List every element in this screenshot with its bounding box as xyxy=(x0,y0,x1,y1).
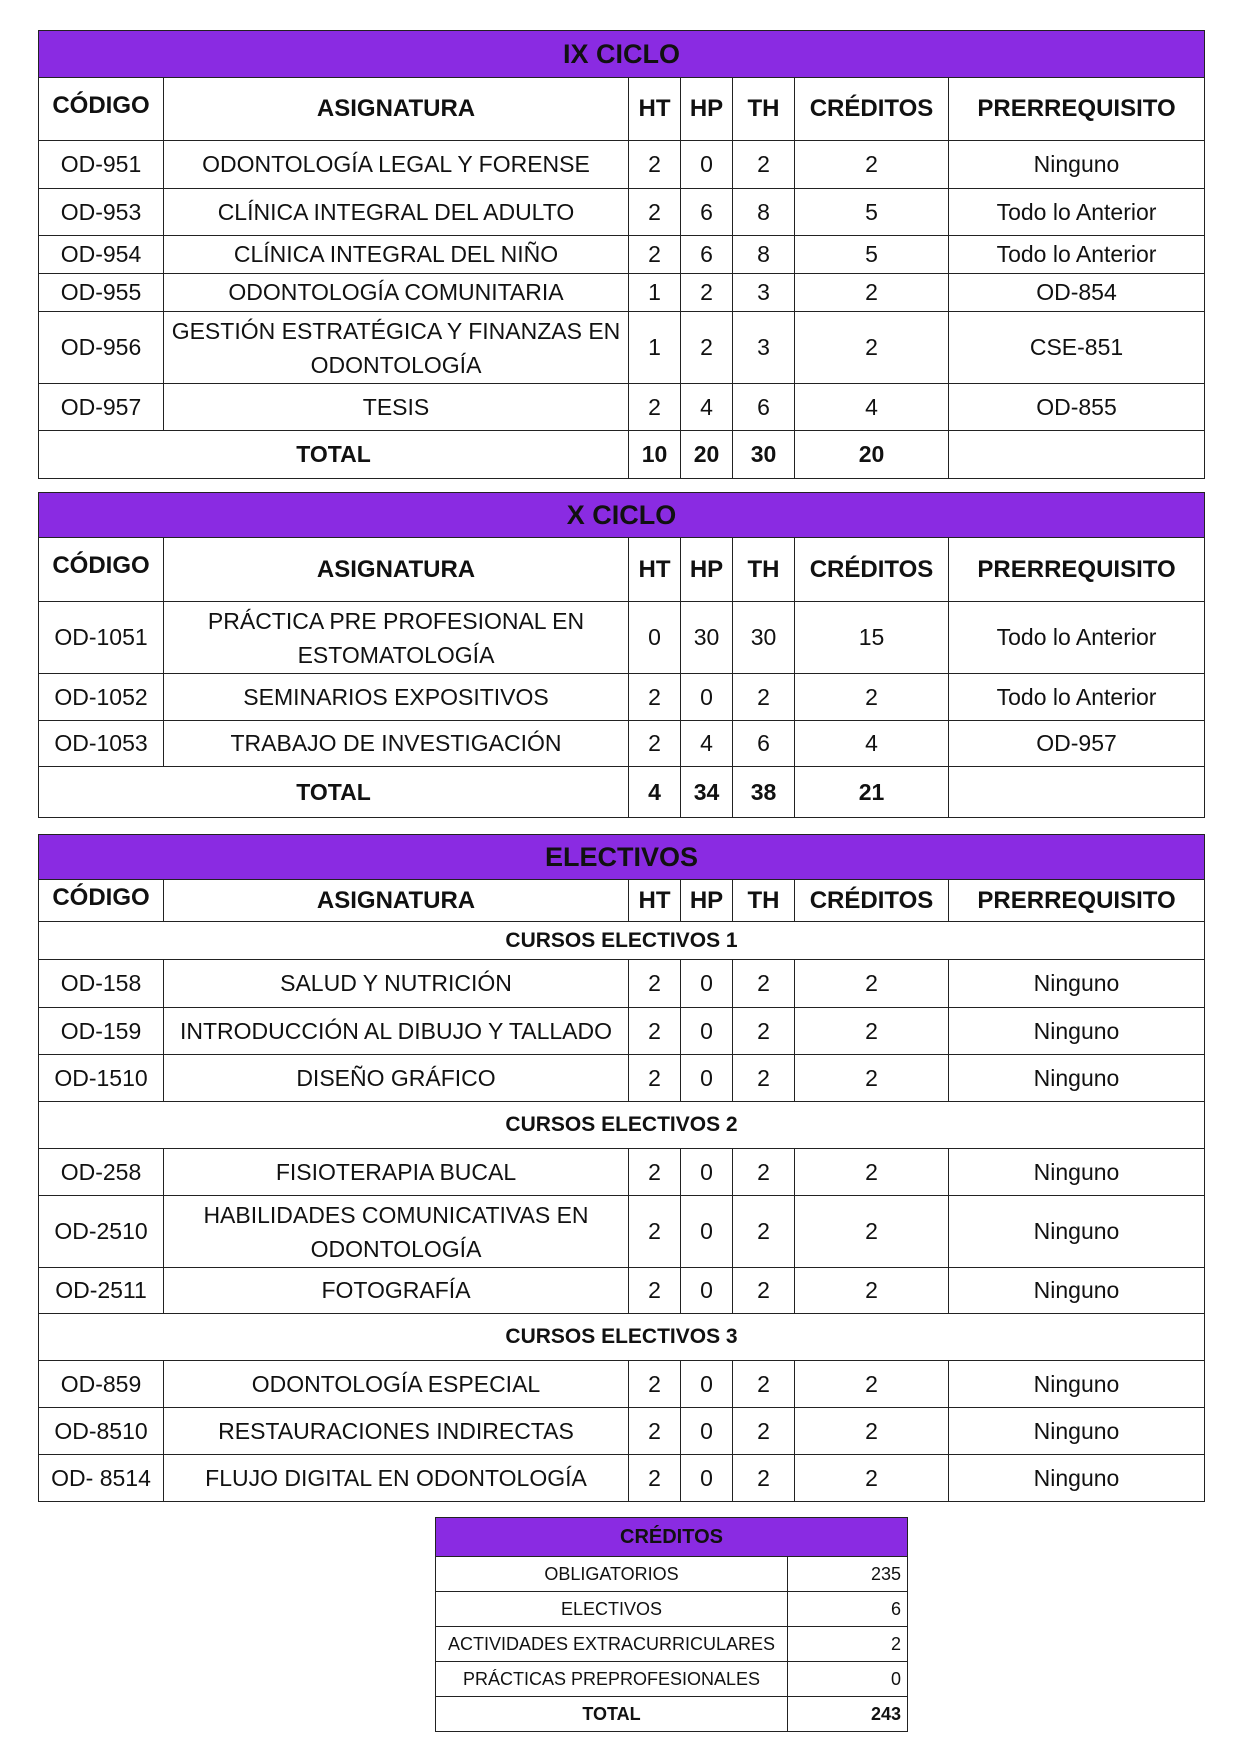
cell-th: 2 xyxy=(733,1408,795,1455)
summary-label: ACTIVIDADES EXTRACURRICULARES xyxy=(436,1627,788,1662)
x-ciclo-title: X CICLO xyxy=(39,493,1205,538)
cell-ht: 2 xyxy=(629,1268,681,1314)
summary-label: OBLIGATORIOS xyxy=(436,1557,788,1592)
cell-th: 8 xyxy=(733,189,795,236)
cell-creditos: 2 xyxy=(795,1361,949,1408)
cell-hp: 0 xyxy=(681,1008,733,1055)
cell-ht: 2 xyxy=(629,141,681,189)
cell-hp: 0 xyxy=(681,960,733,1008)
cell-prerrequisito: OD-855 xyxy=(949,384,1205,431)
summary-value: 2 xyxy=(788,1627,908,1662)
cell-hp: 6 xyxy=(681,236,733,274)
total-hp: 34 xyxy=(681,767,733,818)
electivos-title: ELECTIVOS xyxy=(39,835,1205,880)
cell-creditos: 5 xyxy=(795,236,949,274)
col-hp: HP xyxy=(681,538,733,602)
group-label: CURSOS ELECTIVOS 2 xyxy=(39,1102,1205,1149)
cell-ht: 2 xyxy=(629,384,681,431)
cell-asignatura: DISEÑO GRÁFICO xyxy=(164,1055,629,1102)
col-creditos: CRÉDITOS xyxy=(795,880,949,922)
cell-prerrequisito: OD-854 xyxy=(949,274,1205,312)
cell-codigo: OD- 8514 xyxy=(39,1455,164,1502)
cell-asignatura: CLÍNICA INTEGRAL DEL ADULTO xyxy=(164,189,629,236)
total-th: 38 xyxy=(733,767,795,818)
cell-codigo: OD-1510 xyxy=(39,1055,164,1102)
cell-hp: 6 xyxy=(681,189,733,236)
cell-creditos: 2 xyxy=(795,1055,949,1102)
cell-codigo: OD-258 xyxy=(39,1149,164,1196)
table-row xyxy=(39,236,1205,274)
cell-th: 6 xyxy=(733,721,795,767)
col-codigo: CÓDIGO xyxy=(39,880,164,922)
x-header-row xyxy=(39,538,1205,602)
cell-creditos: 2 xyxy=(795,1408,949,1455)
cell-th: 2 xyxy=(733,1149,795,1196)
total-row xyxy=(39,767,1205,818)
cell-hp: 0 xyxy=(681,1196,733,1268)
cell-prerrequisito: Ninguno xyxy=(949,1055,1205,1102)
col-codigo: CÓDIGO xyxy=(39,78,164,141)
table-row xyxy=(39,1149,1205,1196)
cell-hp: 0 xyxy=(681,1055,733,1102)
cell-th: 2 xyxy=(733,1196,795,1268)
cell-th: 2 xyxy=(733,1055,795,1102)
cell-asignatura: PRÁCTICA PRE PROFESIONAL EN ESTOMATOLOGÍA xyxy=(164,602,629,674)
col-codigo: CÓDIGO xyxy=(39,538,164,602)
cell-asignatura: ODONTOLOGÍA ESPECIAL xyxy=(164,1361,629,1408)
cell-th: 2 xyxy=(733,960,795,1008)
ix-ciclo-title: IX CICLO xyxy=(39,31,1205,78)
cell-hp: 4 xyxy=(681,384,733,431)
cell-hp: 0 xyxy=(681,141,733,189)
cell-th: 2 xyxy=(733,1455,795,1502)
cell-creditos: 2 xyxy=(795,1455,949,1502)
table-row xyxy=(39,1055,1205,1102)
cell-hp: 0 xyxy=(681,1268,733,1314)
total-label: TOTAL xyxy=(39,767,629,818)
cell-ht: 1 xyxy=(629,312,681,384)
cell-ht: 2 xyxy=(629,1008,681,1055)
table-row xyxy=(39,141,1205,189)
cell-codigo: OD-1052 xyxy=(39,674,164,721)
table-row xyxy=(39,274,1205,312)
summary-label: PRÁCTICAS PREPROFESIONALES xyxy=(436,1662,788,1697)
ix-ciclo-table xyxy=(38,30,1205,479)
col-ht: HT xyxy=(629,880,681,922)
cell-ht: 0 xyxy=(629,602,681,674)
cell-hp: 2 xyxy=(681,274,733,312)
total-label: TOTAL xyxy=(39,431,629,479)
col-prerrequisito: PRERREQUISITO xyxy=(949,78,1205,141)
cell-creditos: 2 xyxy=(795,674,949,721)
cell-creditos: 2 xyxy=(795,312,949,384)
cell-creditos: 2 xyxy=(795,1196,949,1268)
cell-asignatura: HABILIDADES COMUNICATIVAS EN ODONTOLOGÍA xyxy=(164,1196,629,1268)
cell-creditos: 2 xyxy=(795,274,949,312)
cell-codigo: OD-955 xyxy=(39,274,164,312)
cell-asignatura: TESIS xyxy=(164,384,629,431)
cell-asignatura: SALUD Y NUTRICIÓN xyxy=(164,960,629,1008)
cell-prerrequisito: Ninguno xyxy=(949,1361,1205,1408)
summary-label: ELECTIVOS xyxy=(436,1592,788,1627)
cell-creditos: 2 xyxy=(795,1008,949,1055)
col-creditos: CRÉDITOS xyxy=(795,538,949,602)
cell-creditos: 2 xyxy=(795,1268,949,1314)
cell-asignatura: GESTIÓN ESTRATÉGICA Y FINANZAS EN ODONTOLOGÍA xyxy=(164,312,629,384)
cell-ht: 2 xyxy=(629,721,681,767)
col-hp: HP xyxy=(681,880,733,922)
cell-asignatura: SEMINARIOS EXPOSITIVOS xyxy=(164,674,629,721)
cell-prerrequisito: Ninguno xyxy=(949,141,1205,189)
cell-ht: 2 xyxy=(629,1455,681,1502)
cell-th: 2 xyxy=(733,1361,795,1408)
group-label: CURSOS ELECTIVOS 1 xyxy=(39,922,1205,960)
cell-hp: 4 xyxy=(681,721,733,767)
summary-total-value: 243 xyxy=(788,1697,908,1732)
col-th: TH xyxy=(733,538,795,602)
cell-prerrequisito: Ninguno xyxy=(949,1408,1205,1455)
group-label: CURSOS ELECTIVOS 3 xyxy=(39,1314,1205,1361)
cell-ht: 2 xyxy=(629,1055,681,1102)
cell-prerrequisito: Ninguno xyxy=(949,1008,1205,1055)
cell-ht: 2 xyxy=(629,189,681,236)
cell-prerrequisito: CSE-851 xyxy=(949,312,1205,384)
table-row xyxy=(39,189,1205,236)
cell-codigo: OD-159 xyxy=(39,1008,164,1055)
col-prerrequisito: PRERREQUISITO xyxy=(949,880,1205,922)
ix-header-row xyxy=(39,78,1205,141)
total-th: 30 xyxy=(733,431,795,479)
col-asignatura: ASIGNATURA xyxy=(164,880,629,922)
cell-ht: 2 xyxy=(629,236,681,274)
summary-total-label: TOTAL xyxy=(436,1697,788,1732)
cell-creditos: 2 xyxy=(795,1149,949,1196)
cell-asignatura: FOTOGRAFÍA xyxy=(164,1268,629,1314)
table-row xyxy=(39,1408,1205,1455)
x-ciclo-table xyxy=(38,492,1205,818)
electivos-table xyxy=(38,834,1205,1502)
total-empty xyxy=(949,767,1205,818)
table-row xyxy=(39,1196,1205,1268)
cell-asignatura: CLÍNICA INTEGRAL DEL NIÑO xyxy=(164,236,629,274)
total-hp: 20 xyxy=(681,431,733,479)
cell-ht: 2 xyxy=(629,960,681,1008)
col-asignatura: ASIGNATURA xyxy=(164,538,629,602)
cell-codigo: OD-956 xyxy=(39,312,164,384)
total-creditos: 20 xyxy=(795,431,949,479)
cell-ht: 2 xyxy=(629,1196,681,1268)
table-row xyxy=(39,1455,1205,1502)
col-th: TH xyxy=(733,78,795,141)
cell-asignatura: INTRODUCCIÓN AL DIBUJO Y TALLADO xyxy=(164,1008,629,1055)
total-empty xyxy=(949,431,1205,479)
electivos-header-row xyxy=(39,880,1205,922)
summary-total-row xyxy=(436,1697,908,1732)
cell-asignatura: FISIOTERAPIA BUCAL xyxy=(164,1149,629,1196)
cell-th: 2 xyxy=(733,141,795,189)
cell-prerrequisito: Ninguno xyxy=(949,1196,1205,1268)
table-row xyxy=(39,960,1205,1008)
cell-ht: 2 xyxy=(629,1408,681,1455)
cell-creditos: 4 xyxy=(795,384,949,431)
cell-prerrequisito: Todo lo Anterior xyxy=(949,674,1205,721)
table-row xyxy=(39,602,1205,674)
cell-codigo: OD-158 xyxy=(39,960,164,1008)
cell-th: 2 xyxy=(733,1008,795,1055)
summary-value: 6 xyxy=(788,1592,908,1627)
cell-hp: 2 xyxy=(681,312,733,384)
col-ht: HT xyxy=(629,78,681,141)
summary-row xyxy=(436,1627,908,1662)
col-asignatura: ASIGNATURA xyxy=(164,78,629,141)
table-row xyxy=(39,1008,1205,1055)
table-row xyxy=(39,1361,1205,1408)
cell-ht: 1 xyxy=(629,274,681,312)
cell-th: 2 xyxy=(733,1268,795,1314)
cell-codigo: OD-957 xyxy=(39,384,164,431)
cell-th: 3 xyxy=(733,312,795,384)
cell-codigo: OD-953 xyxy=(39,189,164,236)
cell-codigo: OD-1051 xyxy=(39,602,164,674)
summary-value: 0 xyxy=(788,1662,908,1697)
cell-th: 2 xyxy=(733,674,795,721)
cell-prerrequisito: Ninguno xyxy=(949,1268,1205,1314)
table-row xyxy=(39,312,1205,384)
cell-hp: 0 xyxy=(681,674,733,721)
total-ht: 4 xyxy=(629,767,681,818)
cell-codigo: OD-2510 xyxy=(39,1196,164,1268)
cell-th: 6 xyxy=(733,384,795,431)
table-row xyxy=(39,721,1205,767)
cell-ht: 2 xyxy=(629,1361,681,1408)
total-row xyxy=(39,431,1205,479)
cell-codigo: OD-954 xyxy=(39,236,164,274)
cell-th: 3 xyxy=(733,274,795,312)
cell-prerrequisito: Todo lo Anterior xyxy=(949,236,1205,274)
cell-codigo: OD-2511 xyxy=(39,1268,164,1314)
cell-ht: 2 xyxy=(629,1149,681,1196)
cell-hp: 0 xyxy=(681,1361,733,1408)
cell-hp: 30 xyxy=(681,602,733,674)
cell-prerrequisito: Todo lo Anterior xyxy=(949,602,1205,674)
cell-hp: 0 xyxy=(681,1408,733,1455)
cell-prerrequisito: Todo lo Anterior xyxy=(949,189,1205,236)
summary-row xyxy=(436,1557,908,1592)
cell-creditos: 15 xyxy=(795,602,949,674)
creditos-summary-table xyxy=(435,1517,908,1732)
table-row xyxy=(39,1268,1205,1314)
cell-prerrequisito: Ninguno xyxy=(949,1455,1205,1502)
cell-creditos: 5 xyxy=(795,189,949,236)
total-ht: 10 xyxy=(629,431,681,479)
cell-codigo: OD-859 xyxy=(39,1361,164,1408)
cell-th: 30 xyxy=(733,602,795,674)
cell-hp: 0 xyxy=(681,1149,733,1196)
cell-creditos: 4 xyxy=(795,721,949,767)
table-row xyxy=(39,384,1205,431)
cell-asignatura: FLUJO DIGITAL EN ODONTOLOGÍA xyxy=(164,1455,629,1502)
cell-prerrequisito: Ninguno xyxy=(949,1149,1205,1196)
total-creditos: 21 xyxy=(795,767,949,818)
cell-asignatura: TRABAJO DE INVESTIGACIÓN xyxy=(164,721,629,767)
cell-codigo: OD-951 xyxy=(39,141,164,189)
cell-ht: 2 xyxy=(629,674,681,721)
cell-asignatura: ODONTOLOGÍA COMUNITARIA xyxy=(164,274,629,312)
summary-title: CRÉDITOS xyxy=(436,1518,908,1557)
cell-creditos: 2 xyxy=(795,141,949,189)
cell-hp: 0 xyxy=(681,1455,733,1502)
cell-asignatura: RESTAURACIONES INDIRECTAS xyxy=(164,1408,629,1455)
col-prerrequisito: PRERREQUISITO xyxy=(949,538,1205,602)
cell-creditos: 2 xyxy=(795,960,949,1008)
col-ht: HT xyxy=(629,538,681,602)
summary-value: 235 xyxy=(788,1557,908,1592)
cell-asignatura: ODONTOLOGÍA LEGAL Y FORENSE xyxy=(164,141,629,189)
cell-codigo: OD-8510 xyxy=(39,1408,164,1455)
summary-row xyxy=(436,1662,908,1697)
col-th: TH xyxy=(733,880,795,922)
cell-th: 8 xyxy=(733,236,795,274)
col-creditos: CRÉDITOS xyxy=(795,78,949,141)
col-hp: HP xyxy=(681,78,733,141)
summary-row xyxy=(436,1592,908,1627)
table-row xyxy=(39,674,1205,721)
cell-prerrequisito: Ninguno xyxy=(949,960,1205,1008)
cell-codigo: OD-1053 xyxy=(39,721,164,767)
cell-prerrequisito: OD-957 xyxy=(949,721,1205,767)
